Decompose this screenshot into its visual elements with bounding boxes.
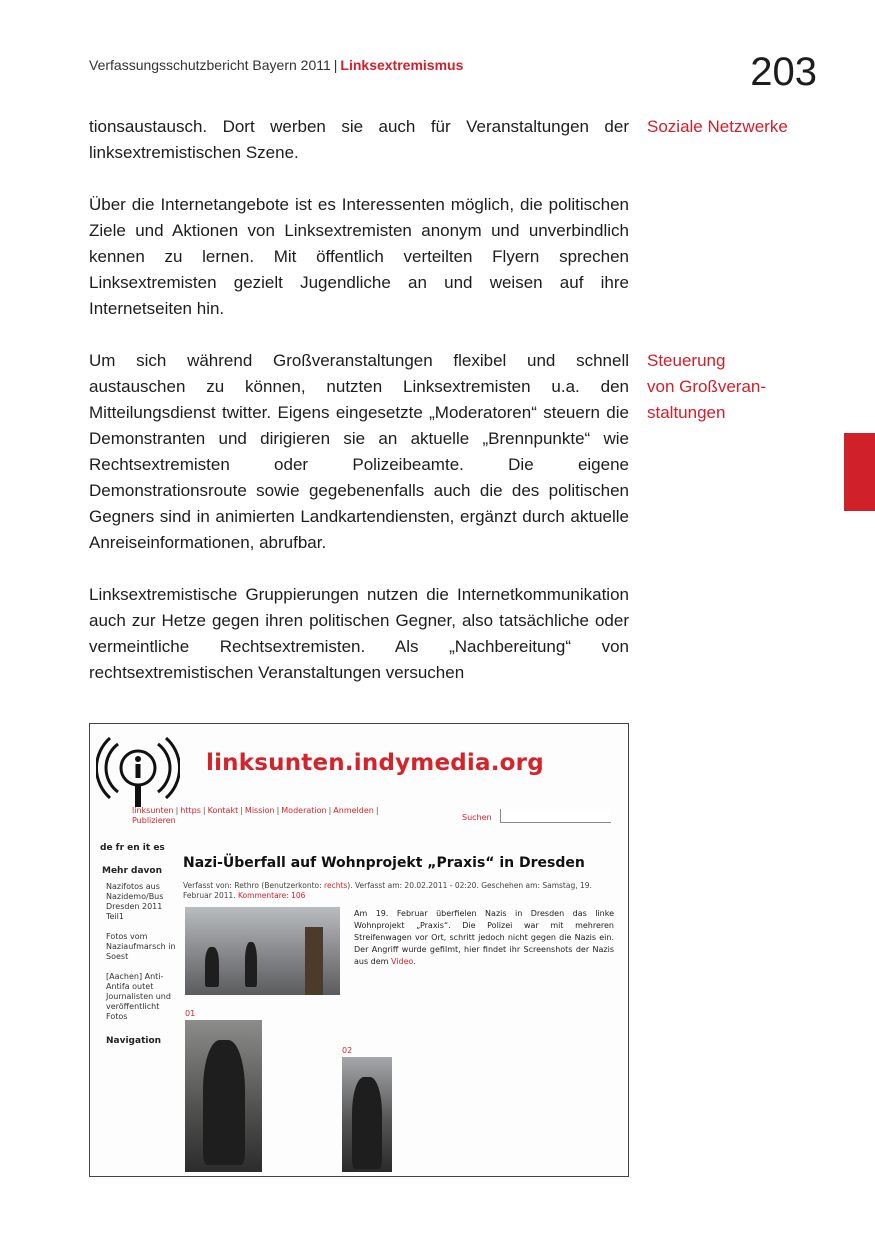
website-screenshot-figure xyxy=(89,723,629,1177)
chapter-tab-marker xyxy=(844,433,875,511)
search-label: Suchen xyxy=(462,813,492,822)
nav-link-mission: Mission xyxy=(244,806,275,815)
sidebar-navigation-heading: Navigation xyxy=(106,1036,162,1046)
paragraph-text: tionsaustausch. Dort werben sie auch für Veranstaltungen der linksextremistischen Szene. xyxy=(89,117,629,162)
running-header xyxy=(89,57,463,73)
paragraph-text: Linksextremistische Gruppierungen nutzen die Internetkommunikation auch zur Hetze gegen ihren politischen Gegner, also tatsächliche oder vermeintliche Rechtsextremisten. Als „Nachbereitung“ von rechtsextremistischen Veranstaltungen versuchen xyxy=(89,585,629,682)
page-number: 203 xyxy=(750,50,817,94)
meta-prefix: Verfasst von: Rethro (Benutzerkonto: xyxy=(183,881,322,890)
paragraph-4 xyxy=(89,582,629,686)
sidebar xyxy=(102,866,177,1046)
indymedia-logo-icon xyxy=(96,730,180,810)
meta-middle: ). Verfasst am: 20.02.2011 - 02:20. Geschehen am: Samstag, 19. Februar 2011. xyxy=(183,881,592,900)
publication-title: Verfassungsschutzbericht Bayern 2011 xyxy=(89,57,331,73)
video-link: Video xyxy=(391,957,414,966)
article-body: Am 19. Februar überfielen Nazis in Dresden das linke Wohnprojekt „Praxis“. Die Polizei war mit mehreren Streifenwagen vor Ort, schritt jedoch nicht gegen die Nazis ein. Der Angriff wurde gefilmt, hier findet ihr Screenshots der Nazis aus dem Video. xyxy=(354,909,614,966)
photo-label-1: 01 xyxy=(185,1009,196,1018)
paragraph-3 xyxy=(89,348,629,556)
article-meta xyxy=(183,881,603,901)
photo-label-2: 02 xyxy=(342,1046,353,1055)
nav-link-anmelden: Anmelden xyxy=(333,806,374,815)
site-title: linksunten.indymedia.org xyxy=(206,750,544,776)
article-photo-1 xyxy=(185,1020,262,1172)
meta-account: rechts xyxy=(324,881,348,890)
article-photo-2 xyxy=(342,1057,392,1172)
margin-note-line: Steuerung xyxy=(647,351,726,370)
section-title: Linksextremismus xyxy=(340,57,464,73)
margin-note-event-control xyxy=(647,348,766,426)
sidebar-link: [Aachen] Anti-Antifa outet Journalisten und veröffentlicht Fotos xyxy=(106,972,171,1021)
language-selector: de fr en it es xyxy=(100,843,165,853)
paragraph-2 xyxy=(89,192,629,322)
sidebar-link: Fotos vom Naziaufmarsch in Soest xyxy=(106,932,176,961)
paragraph-1 xyxy=(89,114,629,166)
site-navigation: linksunten | https | Kontakt | Mission | Moderation | Anmelden | Publizieren xyxy=(132,806,379,825)
header-separator: | xyxy=(333,57,338,73)
margin-note-line: von Großveran- xyxy=(647,377,767,396)
article-photo-main xyxy=(185,907,340,995)
meta-comments: Kommentare: 106 xyxy=(238,891,306,900)
nav-link-moderation: Moderation xyxy=(281,806,327,815)
margin-note-line: staltungen xyxy=(647,403,726,422)
paragraph-text: Um sich während Großveranstaltungen flexibel und schnell austauschen zu können, nutzten Linksextremisten u.a. den Mitteilungsdienst twitter. Eigens eingesetzte „Moderatoren“ steuern die Demonstranten und dirigieren sie an aktuelle „Brennpunkte“ wie Rechtsextremisten oder Polizeibeamte. Die eigene Demonstrationsroute sowie gegebenenfalls auch die des politischen Gegners sind in animierten Landkartendiensten, ergänzt durch aktuelle Anreiseinformationen, abrufbar. xyxy=(89,351,629,552)
nav-link-publizieren: Publizieren xyxy=(132,816,176,825)
margin-note-social-networks: Soziale Netzwerke xyxy=(647,117,788,136)
nav-link-https: https xyxy=(180,806,201,815)
search-input xyxy=(500,809,611,823)
paragraph-text: Über die Internetangebote ist es Interessenten möglich, die politischen Ziele und Aktionen von Linksextremisten anonym und unverbindlich kennen zu lernen. Mit öffentlich verteilten Flyern sprechen Linksextremisten gezielt Jugendliche an und weisen auf ihre Internetseiten hin. xyxy=(89,195,629,318)
nav-link-linksunten: linksunten xyxy=(132,806,174,815)
article-body-text: Am 19. Februar überfielen Nazis in Dresden das linke Wohnprojekt „Praxis“. Die Polizei war mit mehreren Streifenwagen vor Ort, schritt jedoch nicht gegen die Nazis ein. Der Angriff wurde gefilmt, hier findet ihr Screenshots der Nazis aus dem xyxy=(354,909,614,966)
nav-link-kontakt: Kontakt xyxy=(207,806,239,815)
sidebar-link: Nazifotos aus Nazidemo/Bus Dresden 2011 Teil1 xyxy=(106,882,164,921)
article-title: Nazi-Überfall auf Wohnprojekt „Praxis“ in Dresden xyxy=(183,855,585,871)
sidebar-heading: Mehr davon xyxy=(102,866,163,876)
